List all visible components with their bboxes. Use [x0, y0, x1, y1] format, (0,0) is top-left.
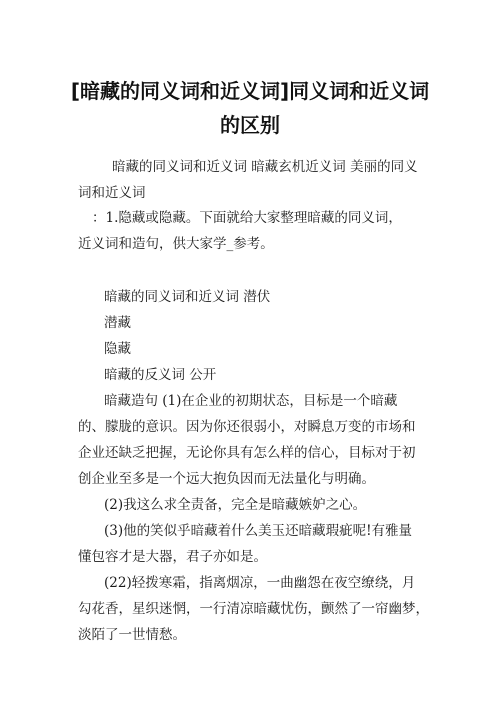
body-line: 暗藏的同义词和近义词 潜伏 — [104, 289, 271, 305]
body-line: (3)他的笑似乎暗藏着什么美玉还暗藏瑕疵呢!有雅量 — [104, 523, 413, 539]
body-line: 的、朦胧的意识。因为你还很弱小，对瞬息万变的市场和 — [78, 419, 416, 435]
body-line: 懂包容才是大器，君子亦如是。 — [78, 549, 267, 565]
body-line: (2)我这么求全责备，完全是暗藏嫉妒之心。 — [104, 497, 367, 513]
body-line: ：1.隐藏或隐藏。下面就给大家整理暗藏的同义词， — [92, 210, 402, 226]
document-title-line-2: 的区别 — [220, 113, 280, 137]
body-line: 暗藏的反义词 公开 — [104, 367, 217, 383]
body-line: 隐藏 — [104, 341, 131, 357]
body-line: 勾花香，星织迷惘，一行清凉暗藏忧伤，颤然了一帘幽梦， — [78, 601, 429, 617]
body-line: (22)轻拨寒霜，指离烟凉，一曲幽怨在夜空缭绕，月 — [104, 575, 416, 591]
body-line: 潜藏 — [104, 315, 131, 331]
body-line: 创企业至多是一个远大抱负因而无法量化与明确。 — [78, 471, 375, 487]
body-line: 词和近义词 — [78, 185, 146, 201]
body-line: 暗藏造句 (1)在企业的初期状态，目标是一个暗藏 — [104, 393, 398, 409]
body-line: 企业还缺乏把握，无论你具有怎么样的信心，目标对于初 — [78, 445, 416, 461]
body-line: 近义词和造句，供大家学_参考。 — [78, 236, 274, 252]
document-title-line-1: [暗藏的同义词和近义词]同义词和近义词 — [70, 79, 430, 103]
body-line: 淡陌了一世情愁。 — [78, 627, 186, 643]
body-line: 暗藏的同义词和近义词 暗藏玄机近义词 美丽的同义 — [112, 159, 418, 175]
